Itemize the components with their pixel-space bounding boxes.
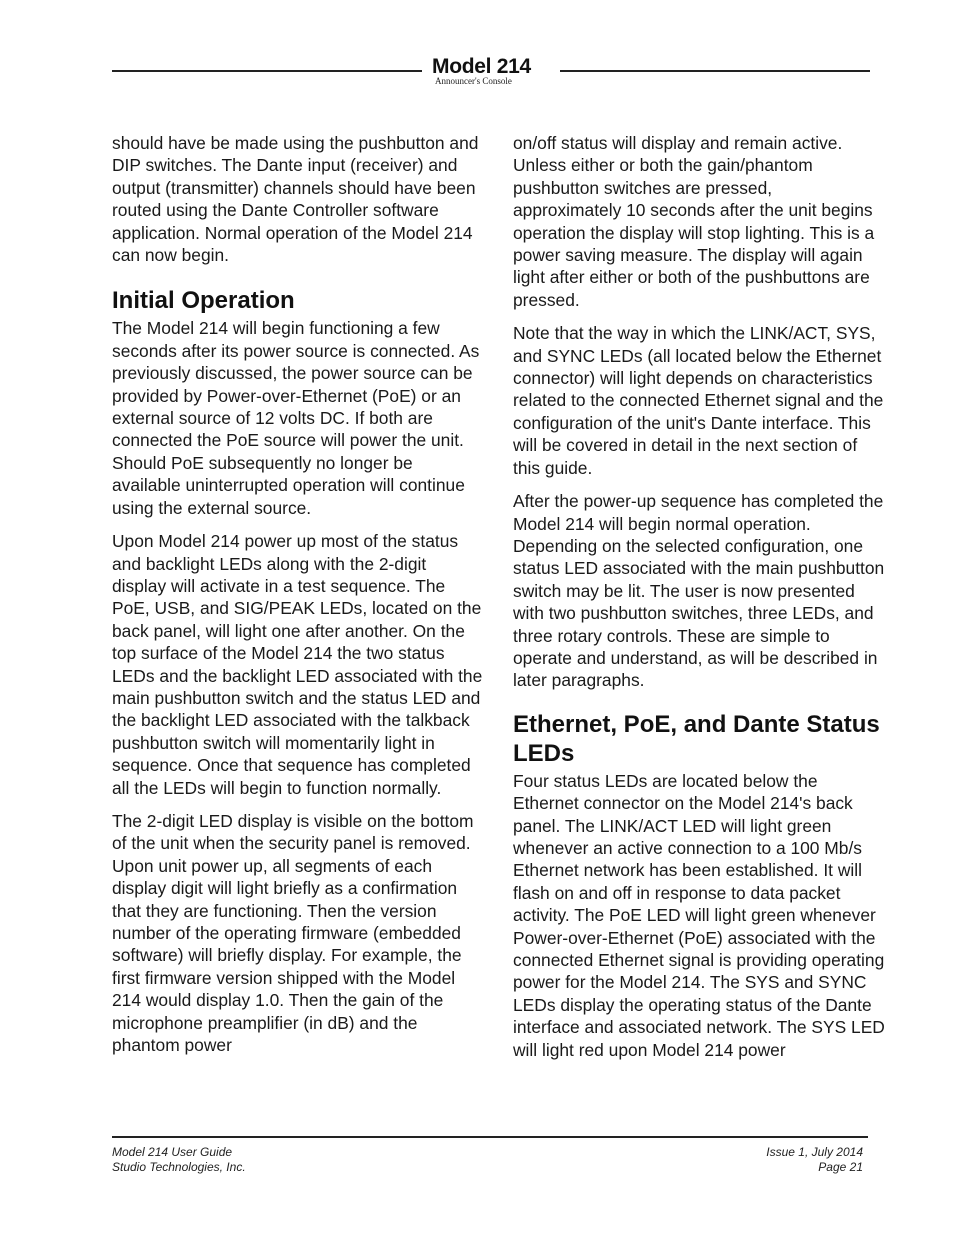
paragraph: Upon Model 214 power up most of the status and backlight LEDs along with the 2-digit display will activate in a test sequence. The PoE, USB, and SIG/PEAK LEDs, located on the back panel, will light one after another. On the top surface of the Model 214 the two status LEDs and the backlight LED associated with the main pushbutton switch and the status LED and the backlight LED associated with the talkback pushbutton switch will momentarily light in sequence. Once that sequence has completed all the LEDs will begin to function normally. <box>112 531 483 798</box>
paragraph: should have be made using the pushbutton and DIP switches. The Dante input (receiver) and output (transmitter) channels should have been routed using the Dante Controller software application. Normal operation of the Model 214 can now begin. <box>112 133 479 266</box>
paragraph: Note that the way in which the LINK/ACT, SYS, and SYNC LEDs (all located below the Ethernet connector) will light depends on characteristics related to the connected Ethernet signal and the configuration of the unit's Dante interface. This will be covered in detail in the next section of this guide. <box>513 323 884 478</box>
footer-company: Studio Technologies, Inc. <box>112 1160 246 1174</box>
header-rule-right <box>560 70 870 72</box>
footer-issue: Issue 1, July 2014 <box>766 1145 863 1159</box>
logo-subtitle: Announcer's Console <box>435 76 512 86</box>
right-column <box>513 132 885 1072</box>
footer-left <box>112 1145 246 1175</box>
paragraph: The 2-digit LED display is visible on the bottom of the unit when the security panel is removed. Upon unit power up, all segments of each display digit will light briefly as a confirmation that they are functioning. Then the version number of the operating firmware (embedded software) will briefly display. For example, the first firmware version shipped with the Model 214 would display 1.0. Then the gain of the microphone preamplifier (in dB) and the phantom power <box>112 810 474 1056</box>
section-heading-initial-operation: Initial Operation <box>112 287 295 315</box>
paragraph: on/off status will display and remain active. Unless either or both the gain/phantom pushbutton switches are pressed, approximately 10 seconds after the unit begins operation the display will stop lighting. This is a power saving measure. The display will again light after either or both of the pushbuttons are pressed. <box>513 133 875 310</box>
logo-title: Model 214 <box>432 55 531 78</box>
section-heading-status-leds: Ethernet, PoE, and Dante Status LEDs <box>513 710 880 767</box>
footer-rule <box>112 1136 868 1138</box>
left-column <box>112 132 484 1067</box>
header-rule-left <box>112 70 422 72</box>
paragraph: The Model 214 will begin functioning a few seconds after its power source is connected. As previously discussed, the power source can be provided by Power-over-Ethernet (PoE) or an external source of 12 volts DC. If both are connected the PoE source will power the unit. Should PoE subsequently no longer be available uninterrupted operation will continue using the external source. <box>112 318 480 518</box>
footer-doc-title: Model 214 User Guide <box>112 1145 233 1159</box>
footer-right <box>766 1145 863 1175</box>
page-number: Page 21 <box>818 1160 863 1174</box>
paragraph: After the power-up sequence has completed the Model 214 will begin normal operation. Depending on the selected configuration, one status LED associated with the main pushbutton switch may be lit. The user is now presented with two pushbutton switches, three LEDs, and three rotary controls. These are simple to operate and understand, as will be described in later paragraphs. <box>513 491 885 691</box>
model-logo <box>432 55 552 86</box>
paragraph: Four status LEDs are located below the Ethernet connector on the Model 214's back panel. The LINK/ACT LED will light green whenever an active connection to a 100 Mb/s Ethernet network has been established. It will flash on and off in response to data packet activity. The PoE LED will light green whenever Power-over-Ethernet (PoE) associated with the connected Ethernet signal is providing operating power for the Model 214. The SYS and SYNC LEDs display the operating status of the Dante interface and associated network. The SYS LED will light red upon Model 214 power <box>513 770 885 1060</box>
